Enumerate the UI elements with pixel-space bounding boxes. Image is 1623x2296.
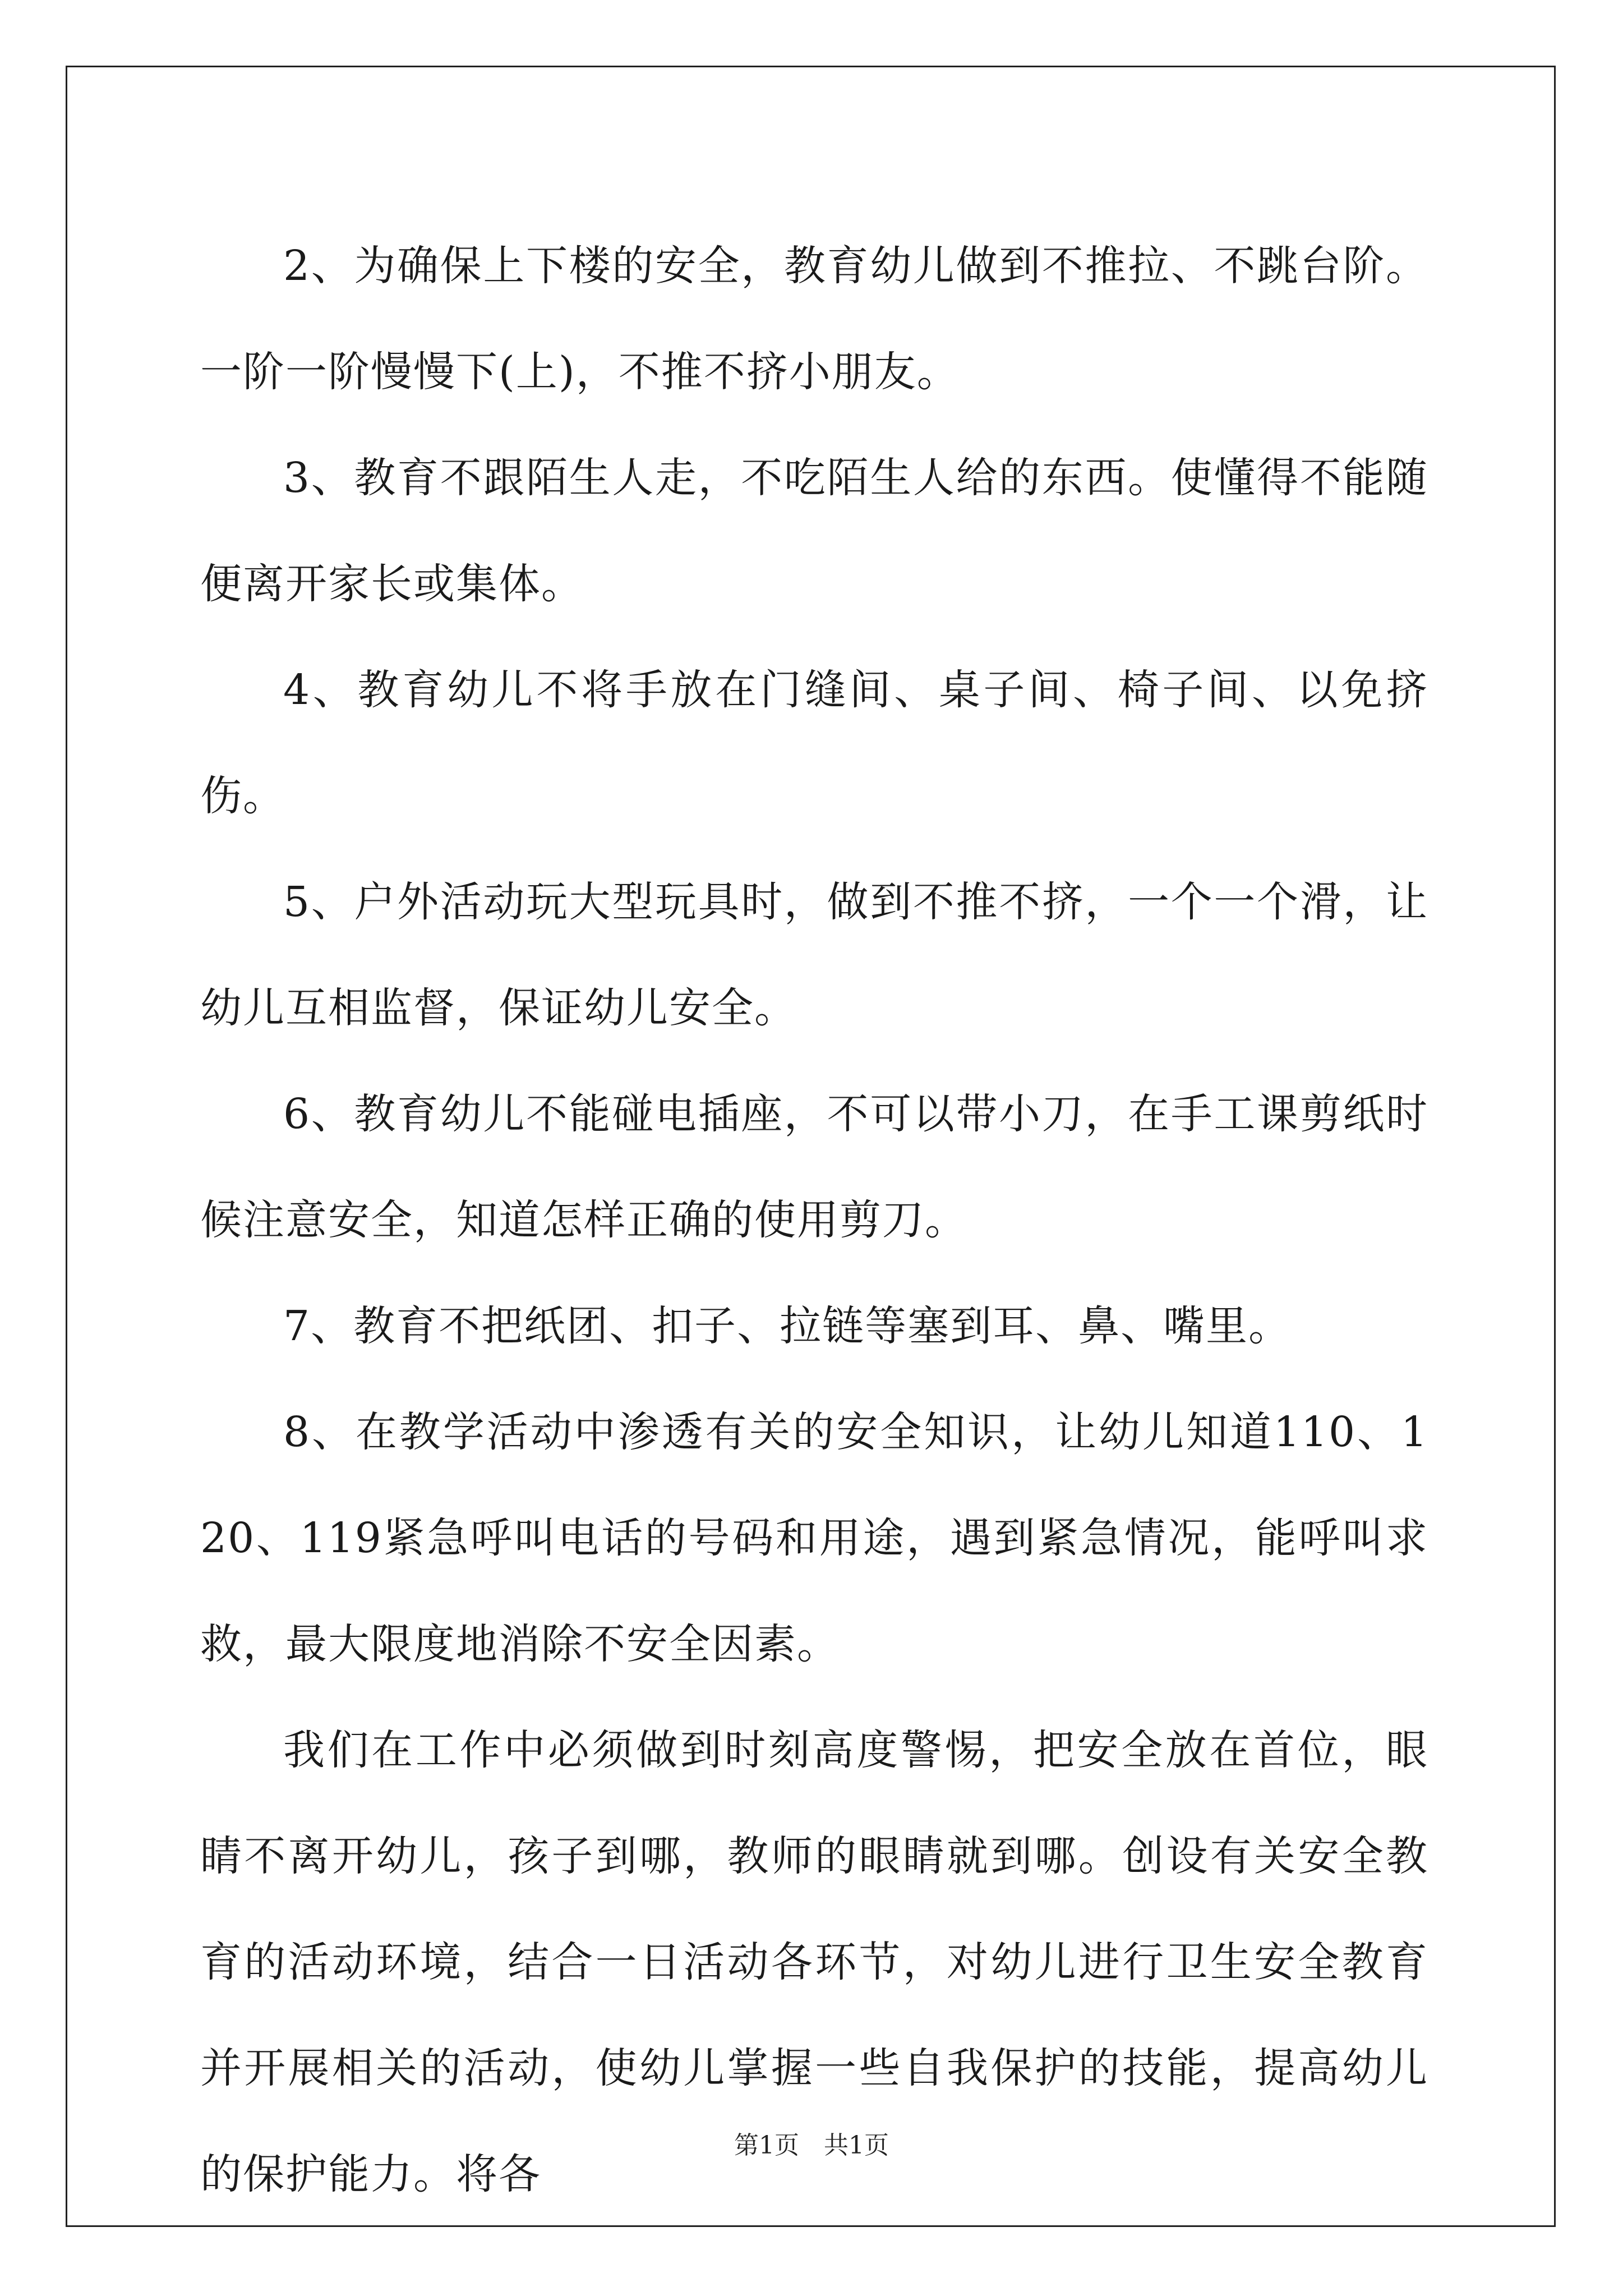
paragraph-item-6: 6、教育幼儿不能碰电插座，不可以带小刀，在手工课剪纸时候注意安全，知道怎样正确的使用剪刀。: [200, 1090, 1428, 1244]
page-footer: [0, 2129, 1623, 2162]
page-total: 共1页: [824, 2131, 889, 2160]
paragraph-item-4: 4、教育幼儿不将手放在门缝间、桌子间、椅子间、以免挤伤。: [200, 666, 1428, 820]
paragraph-item-7: 7、教育不把纸团、扣子、拉链等塞到耳、鼻、嘴里。: [283, 1302, 1292, 1350]
page-number: 第1页: [734, 2131, 799, 2160]
paragraph-item-3: 3、教育不跟陌生人走，不吃陌生人给的东西。使懂得不能随便离开家长或集体。: [200, 454, 1428, 608]
paragraph-summary: 我们在工作中必须做到时刻高度警惕，把安全放在首位，眼睛不离开幼儿，孩子到哪，教师的眼睛就到哪。创设有关安全教育的活动环境，结合一日活动各环节，对幼儿进行卫生安全教育并开展相关的活动，使幼儿掌握一些自我保护的技能，提高幼儿的保护能力。将各: [200, 1726, 1428, 2198]
paragraph-item-5: 5、户外活动玩大型玩具时，做到不推不挤，一个一个滑，让幼儿互相监督，保证幼儿安全。: [200, 878, 1428, 1032]
paragraph-item-8: 8、在教学活动中渗透有关的安全知识，让幼儿知道110、120、119紧急呼叫电话的号码和用途，遇到紧急情况，能呼叫求救，最大限度地消除不安全因素。: [200, 1408, 1428, 1668]
document-body: [200, 213, 1428, 2228]
paragraph-item-2: 2、为确保上下楼的安全，教育幼儿做到不推拉、不跳台阶。一阶一阶慢慢下(上)，不推不挤小朋友。: [200, 242, 1428, 396]
